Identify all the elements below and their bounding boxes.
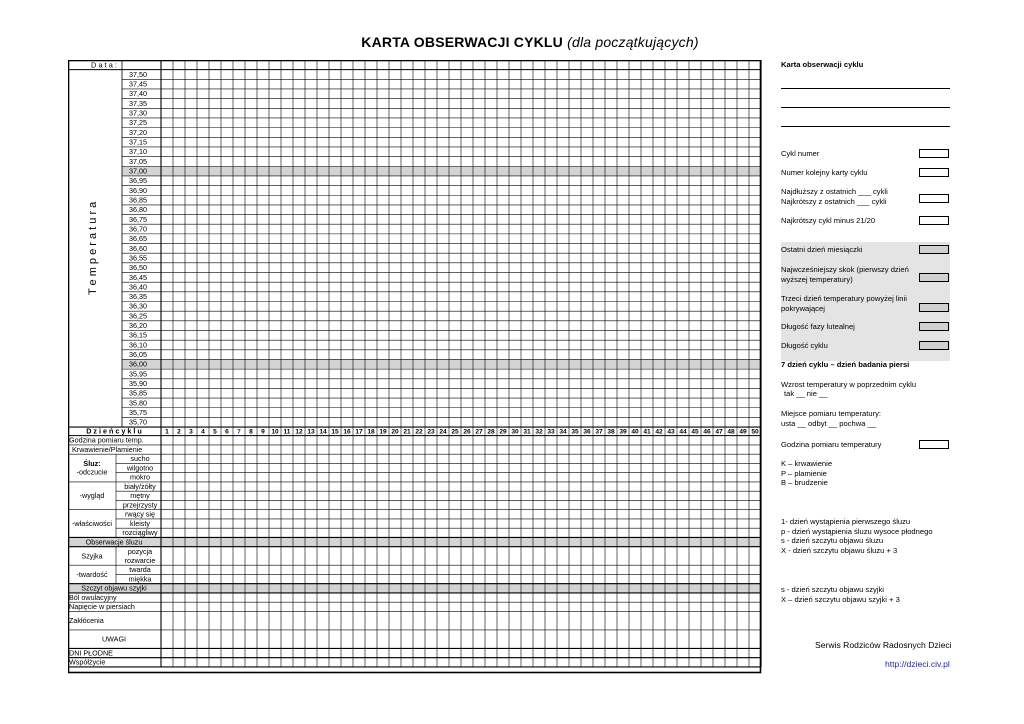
temp-label-37-40: 37,40 (129, 89, 147, 99)
day-number-9: 9 (261, 428, 265, 436)
day-number-48: 48 (727, 428, 735, 436)
day-number-6: 6 (225, 428, 229, 436)
legend-cervix-peak-plus: X – dzień szczytu objawu szyjki + 3 (781, 595, 900, 604)
temp-label-36-95: 36,95 (129, 176, 147, 186)
day-number-43: 43 (667, 428, 675, 436)
legend-fertile-mucus: p - dzień wystąpienia śluzu wysoce płodnego (781, 527, 933, 536)
temp-label-35-80: 35,80 (129, 398, 147, 408)
measure-hour-box[interactable] (919, 440, 949, 449)
measure-hour-label: Godzina pomiaru temperatury (781, 440, 882, 449)
day-number-17: 17 (355, 428, 363, 436)
cycle-length-label: Długość cyklu (781, 341, 828, 350)
website-link[interactable]: http://dzieci.civ.pl (885, 659, 950, 669)
legend-mucus-peak-plus: X - dzień szczytu objawu śluzu + 3 (781, 546, 898, 555)
row-label-20: DNI PŁODNE (69, 648, 113, 658)
day-number-19: 19 (379, 428, 387, 436)
day-number-12: 12 (295, 428, 303, 436)
sub-label-hard: twarda (129, 565, 151, 575)
temp-label-36-90: 36,90 (129, 185, 147, 195)
row-label-11: Obserwacje śluzu (85, 537, 143, 547)
temp-label-37-30: 37,30 (129, 108, 147, 118)
third-day-box[interactable] (919, 303, 949, 312)
luteal-box[interactable] (919, 322, 949, 331)
day-number-24: 24 (439, 428, 447, 436)
temp-label-36-45: 36,45 (129, 272, 147, 282)
day-number-33: 33 (547, 428, 555, 436)
day-number-30: 30 (511, 428, 519, 436)
day-number-13: 13 (307, 428, 315, 436)
temp-label-36-35: 36,35 (129, 292, 147, 302)
day-number-41: 41 (643, 428, 651, 436)
day-number-29: 29 (499, 428, 507, 436)
third-day-label: Trzeci dzień temperatury powyżej linii pokrywającej (781, 294, 907, 313)
day-number-50: 50 (751, 428, 759, 436)
legend-mucus-peak: s - dzień szczytu objawu śluzu (781, 536, 884, 545)
sub-label-wet: wilgotno (126, 463, 154, 473)
date-label: D a t a : (91, 60, 117, 70)
temp-rise-options[interactable]: tak __ nie __ (784, 389, 828, 398)
mucus-properties-label: -właściwości (72, 518, 112, 528)
temp-label-36-85: 36,85 (129, 195, 147, 205)
cervix-hardness-label: -twardość (76, 569, 108, 579)
measure-place-label: Miejsce pomiaru temperatury: (781, 409, 882, 418)
day-number-28: 28 (487, 428, 495, 436)
highlighted-obs-row (68, 584, 761, 593)
temp-label-36-20: 36,20 (129, 321, 147, 331)
temp-label-36-55: 36,55 (129, 253, 147, 263)
earliest-jump-label: Najwcześniejszy skok (pierwszy dzień wyższej temperatury) (781, 265, 909, 284)
observation-chart (68, 60, 762, 674)
sub-label-position: pozycja (127, 547, 153, 557)
temp-label-37-25: 37,25 (129, 118, 147, 128)
day-number-45: 45 (691, 428, 699, 436)
day-number-39: 39 (619, 428, 627, 436)
highlighted-obs-row (68, 537, 761, 546)
temperature-axis-label: T e m p e r a t u r a (86, 201, 99, 296)
day-number-32: 32 (535, 428, 543, 436)
row-label-17: Napięcie w piersiach (69, 602, 135, 612)
day-number-26: 26 (463, 428, 471, 436)
row-label-16: Ból owulacyjny (69, 592, 117, 602)
temp-label-35-85: 35,85 (129, 388, 147, 398)
day-number-3: 3 (189, 428, 193, 436)
temp-label-35-90: 35,90 (129, 379, 147, 389)
day-number-44: 44 (679, 428, 687, 436)
day-number-31: 31 (523, 428, 531, 436)
day-number-25: 25 (451, 428, 459, 436)
page-title (0, 34, 1024, 50)
row-label-15: Szczyt objawu szyjki (81, 583, 147, 593)
row-label-1: Krwawienie/Plamienie (72, 444, 143, 454)
legend-cervix-peak: s - dzień szczytu objawu szyjki (781, 585, 884, 594)
day-number-16: 16 (343, 428, 351, 436)
day-number-7: 7 (237, 428, 241, 436)
temp-label-36-70: 36,70 (129, 224, 147, 234)
name-line-3[interactable] (781, 126, 950, 127)
shortest-minus-label: Najkrótszy cykl minus 21/20 (781, 216, 876, 225)
row-label-21: Współżycie (69, 657, 106, 667)
name-line-2[interactable] (781, 107, 950, 108)
day-number-4: 4 (201, 428, 205, 436)
cycle-number-label: Cykl numer (781, 149, 820, 158)
temp-label-37-15: 37,15 (129, 137, 147, 147)
day-number-20: 20 (391, 428, 399, 436)
sub-label-sticky: kleisty (130, 518, 150, 528)
temp-label-37-00: 37,00 (129, 166, 147, 176)
day-number-2: 2 (177, 428, 181, 436)
day-number-15: 15 (331, 428, 339, 436)
day-number-10: 10 (271, 428, 279, 436)
longest-cycle-label: Najdłuższy z ostatnich ___ cykli (781, 187, 888, 196)
day-number-46: 46 (703, 428, 711, 436)
sub-label-breaking: rwący się (125, 509, 155, 519)
temp-label-35-75: 35,75 (129, 407, 147, 417)
temp-label-35-70: 35,70 (129, 417, 147, 427)
sub-label-dry: sucho (130, 454, 150, 464)
earliest-jump-box[interactable] (919, 273, 949, 282)
last-period-box[interactable] (919, 245, 949, 254)
temp-label-37-05: 37,05 (129, 156, 147, 166)
temp-label-36-40: 36,40 (129, 282, 147, 292)
day-number-11: 11 (283, 428, 291, 436)
summary-heading: Karta obserwacji cyklu (781, 60, 864, 69)
temp-label-36-30: 36,30 (129, 301, 147, 311)
temp-label-37-10: 37,10 (129, 147, 147, 157)
cycle-range-box[interactable] (919, 194, 949, 203)
organization-name: Serwis Rodziców Radosnych Dzieci (815, 640, 952, 650)
day-number-21: 21 (403, 428, 411, 436)
legend-first-mucus: 1- dzień wystąpienia pierwszego śluzu (781, 517, 911, 526)
row-label-0: Godzina pomiaru temp. (69, 435, 144, 445)
day-number-23: 23 (427, 428, 435, 436)
day-number-42: 42 (655, 428, 663, 436)
day-number-27: 27 (475, 428, 483, 436)
sub-label-soft: miękka (128, 574, 152, 584)
day-number-38: 38 (607, 428, 615, 436)
shortest-minus-box[interactable] (919, 216, 949, 225)
temp-label-36-75: 36,75 (129, 214, 147, 224)
mucus-sensation-label: -odczucie (76, 467, 108, 477)
temp-label-36-05: 36,05 (129, 350, 147, 360)
day-number-5: 5 (213, 428, 217, 436)
sub-label-cloudy: mętny (130, 491, 150, 501)
day-number-37: 37 (595, 428, 603, 436)
sub-label-opening: rozwarcie (124, 555, 156, 565)
day-number-22: 22 (415, 428, 423, 436)
temp-label-36-10: 36,10 (129, 340, 147, 350)
card-number-label: Numer kolejny karty cyklu (781, 168, 868, 177)
temp-label-36-80: 36,80 (129, 205, 147, 215)
card-number-box[interactable] (919, 168, 949, 177)
temp-label-36-00: 36,00 (129, 359, 147, 369)
shortest-cycle-label: Najkrótszy z ostatnich ___ cykli (781, 197, 887, 206)
title-sub: (dla początkujących) (567, 34, 699, 50)
temp-label-36-50: 36,50 (129, 263, 147, 273)
temp-label-36-15: 36,15 (129, 330, 147, 340)
name-line-1[interactable] (781, 88, 950, 89)
mucus-appearance-label: -wygląd (79, 491, 105, 501)
day-number-40: 40 (631, 428, 639, 436)
temp-label-36-60: 36,60 (129, 243, 147, 253)
row-label-18: Zakłócenia (69, 616, 104, 626)
breast-exam-label: 7 dzień cyklu – dzień badania piersi (781, 360, 910, 369)
cervix-label: Szyjka (81, 551, 103, 561)
temp-label-37-45: 37,45 (129, 79, 147, 89)
temp-label-36-65: 36,65 (129, 234, 147, 244)
temp-label-37-35: 37,35 (129, 98, 147, 108)
legend-k: K – krwawienie (781, 459, 833, 468)
day-number-35: 35 (571, 428, 579, 436)
cycle-length-box[interactable] (919, 341, 949, 350)
sub-label-white_yellow: biały/żółty (124, 481, 156, 491)
day-number-8: 8 (249, 428, 253, 436)
cycle-number-box[interactable] (919, 149, 949, 158)
sub-label-slippery: mokro (130, 472, 150, 482)
day-number-34: 34 (559, 428, 567, 436)
cycle-day-label: D z i e ń c y k l u (86, 426, 142, 436)
day-number-1: 1 (165, 428, 169, 436)
row-label-19: UWAGI (101, 634, 127, 644)
measure-place-options[interactable]: usta __ odbyt __ pochwa __ (781, 419, 876, 428)
day-number-47: 47 (715, 428, 723, 436)
day-number-18: 18 (367, 428, 375, 436)
temp-label-37-50: 37,50 (129, 69, 147, 79)
sub-label-clear: przejrzysty (122, 500, 158, 510)
legend-b: B – brudzenie (781, 478, 828, 487)
title-main: KARTA OBSERWACJI CYKLU (361, 34, 563, 50)
day-number-49: 49 (739, 428, 747, 436)
temp-label-36-25: 36,25 (129, 311, 147, 321)
day-number-36: 36 (583, 428, 591, 436)
luteal-label: Długość fazy lutealnej (781, 322, 855, 331)
last-period-label: Ostatni dzień miesiączki (781, 245, 863, 254)
temp-label-35-95: 35,95 (129, 369, 147, 379)
legend-p: P – plamienie (781, 469, 827, 478)
day-number-14: 14 (319, 428, 327, 436)
mucus-title: Śluz: (83, 458, 101, 468)
sub-label-stretchy: rozciągliwy (122, 528, 158, 538)
temp-rise-label: Wzrost temperatury w poprzednim cyklu (781, 380, 917, 389)
temp-label-37-20: 37,20 (129, 127, 147, 137)
